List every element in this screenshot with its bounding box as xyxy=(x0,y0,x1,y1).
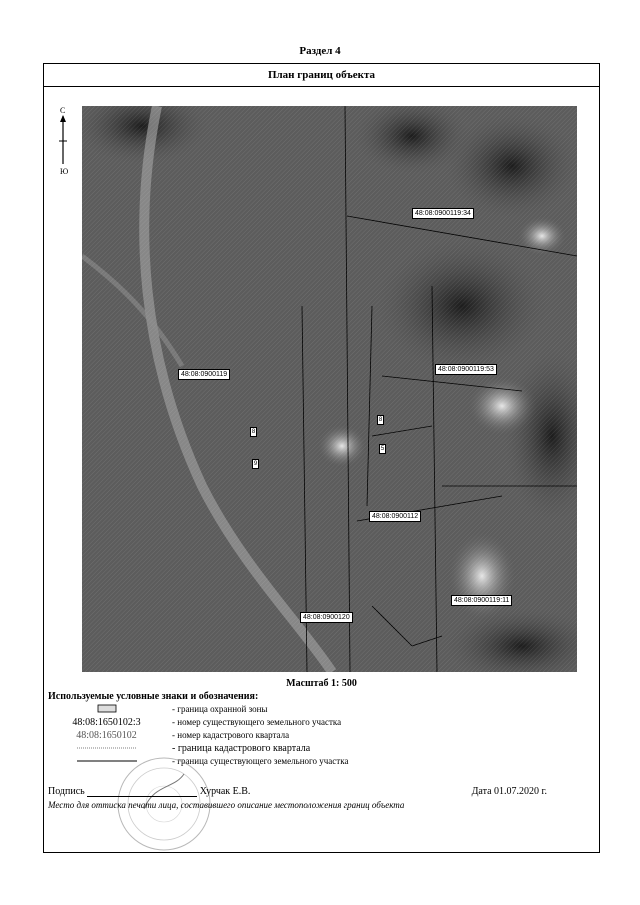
signature-label: Подпись xyxy=(48,786,85,797)
compass-north: С xyxy=(60,106,66,115)
plan-header: План границ объекта xyxy=(44,64,599,87)
signature-date: Дата 01.07.2020 г. xyxy=(471,786,547,797)
aerial-map xyxy=(82,106,577,672)
document-frame xyxy=(43,63,600,853)
signature-line xyxy=(87,786,197,797)
protected-zone-symbol-icon xyxy=(44,704,169,715)
point-mark: 8 xyxy=(251,429,256,435)
parcel-label: 48:08:0900119:53 xyxy=(435,364,497,375)
map-scale: Масштаб 1: 500 xyxy=(286,678,357,689)
compass xyxy=(54,106,68,186)
legend-symbol-text: 48:08:1650102:3 xyxy=(72,717,141,728)
map-imagery xyxy=(82,106,577,672)
parcel-label: 48:08:0900119:34 xyxy=(412,208,474,219)
parcel-label: 48:08:0900119 xyxy=(178,369,230,380)
signer-name: Хурчак Е.В. xyxy=(199,786,251,797)
legend-symbol-text: 48:08:1650102 xyxy=(76,730,137,741)
point-mark: 9 xyxy=(253,461,258,467)
parcel-label: 48:08:0900120 xyxy=(300,612,353,623)
parcel-label: 48:08:0900119:11 xyxy=(451,595,512,606)
section-title: Раздел 4 xyxy=(299,45,341,57)
signature-row xyxy=(48,786,593,797)
stamp-note: Место для оттиска печати лица, составившего описание местоположения границ объекта xyxy=(48,800,405,810)
legend-description: - граница кадастрового квартала xyxy=(172,743,311,754)
legend-title: Используемые условные знаки и обозначения: xyxy=(48,691,259,702)
parcel-label: 48:08:0900112 xyxy=(369,511,421,522)
legend-description: - граница охранной зоны xyxy=(172,704,268,714)
point-mark: 8 xyxy=(378,417,383,423)
legend-description: - номер кадастрового квартала xyxy=(172,730,290,740)
compass-south: Ю xyxy=(60,167,69,176)
point-mark: 5 xyxy=(380,446,385,452)
legend-description: - номер существующего земельного участка xyxy=(172,717,342,727)
legend-description: - граница существующего земельного участка xyxy=(172,756,349,766)
